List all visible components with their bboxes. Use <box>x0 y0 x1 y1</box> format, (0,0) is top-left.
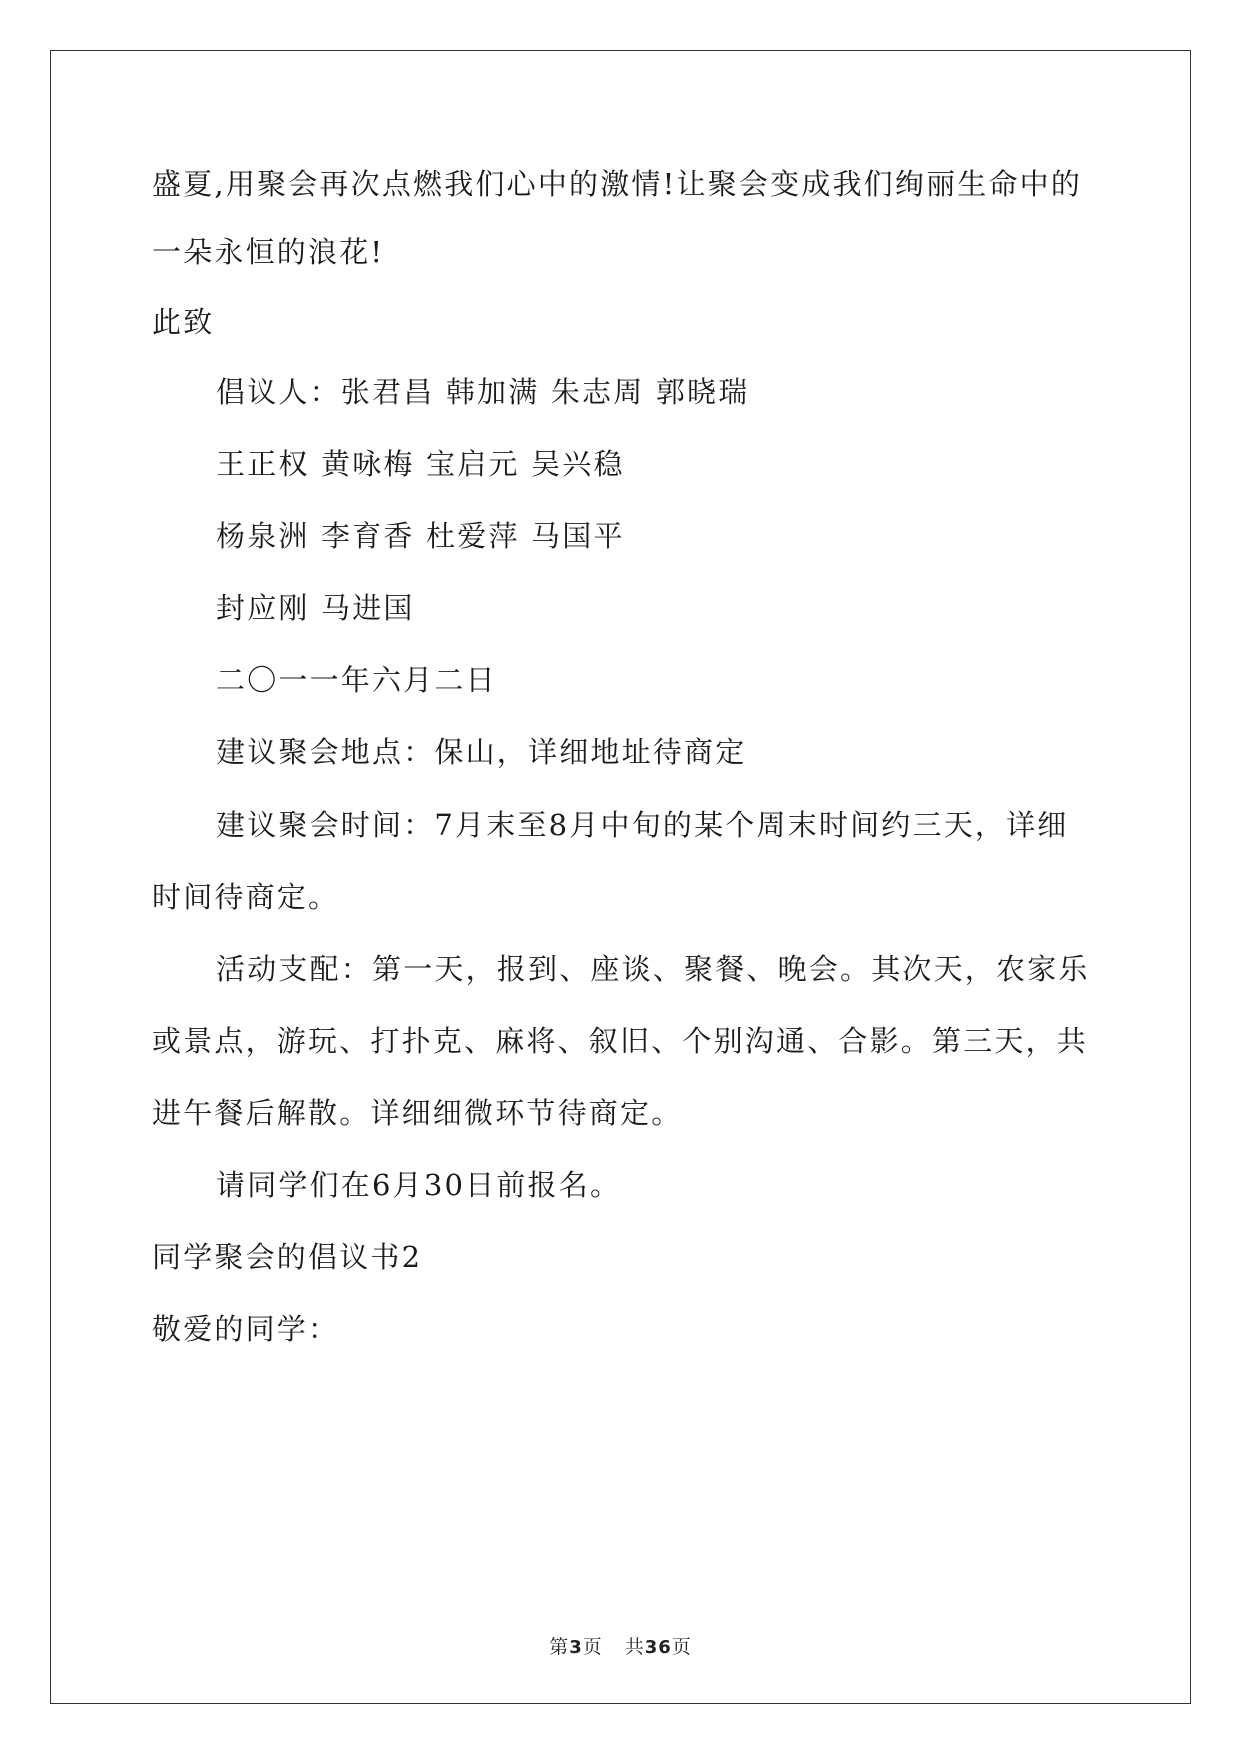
page-footer <box>0 1632 1241 1659</box>
initiators-line: 王正权 黄咏梅 宝启元 吴兴稳 <box>216 447 625 481</box>
salutation-closing: 此致 <box>152 305 215 339</box>
time-line: 建议聚会时间：7月末至8月中旬的某个周末时间约三天，详细 <box>216 808 1069 842</box>
initiators-line: 杨泉洲 李育香 杜爱萍 马国平 <box>216 519 625 553</box>
total-suffix: 页 <box>671 1636 692 1658</box>
paragraph-line: 一朵永恒的浪花! <box>152 235 385 269</box>
section-title: 同学聚会的倡议书2 <box>152 1240 423 1274</box>
date-line: 二〇一一年六月二日 <box>216 663 497 697</box>
paragraph-line: 盛夏,用聚会再次点燃我们心中的激情!让聚会变成我们绚丽生命中的 <box>152 167 1083 201</box>
page-prefix: 第 <box>549 1636 570 1658</box>
paragraph-line: 或景点，游玩、打扑克、麻将、叙旧、个别沟通、合影。第三天，共 <box>152 1024 1089 1058</box>
page-suffix: 页 <box>582 1636 603 1658</box>
paragraph-line: 时间待商定。 <box>152 880 340 914</box>
registration-line: 请同学们在6月30日前报名。 <box>216 1168 622 1202</box>
initiators-line: 倡议人：张君昌 韩加满 朱志周 郭晓瑞 <box>216 375 750 409</box>
page-number: 3 <box>569 1637 583 1658</box>
greeting-line: 敬爱的同学： <box>152 1312 340 1346</box>
total-pages: 36 <box>644 1637 672 1658</box>
total-prefix: 共 <box>624 1636 645 1658</box>
paragraph-line: 进午餐后解散。详细细微环节待商定。 <box>152 1096 683 1130</box>
initiators-line: 封应刚 马进国 <box>216 591 415 625</box>
venue-line: 建议聚会地点：保山，详细地址待商定 <box>216 735 747 769</box>
schedule-line: 活动支配：第一天，报到、座谈、聚餐、晚会。其次天，农家乐 <box>216 952 1090 986</box>
